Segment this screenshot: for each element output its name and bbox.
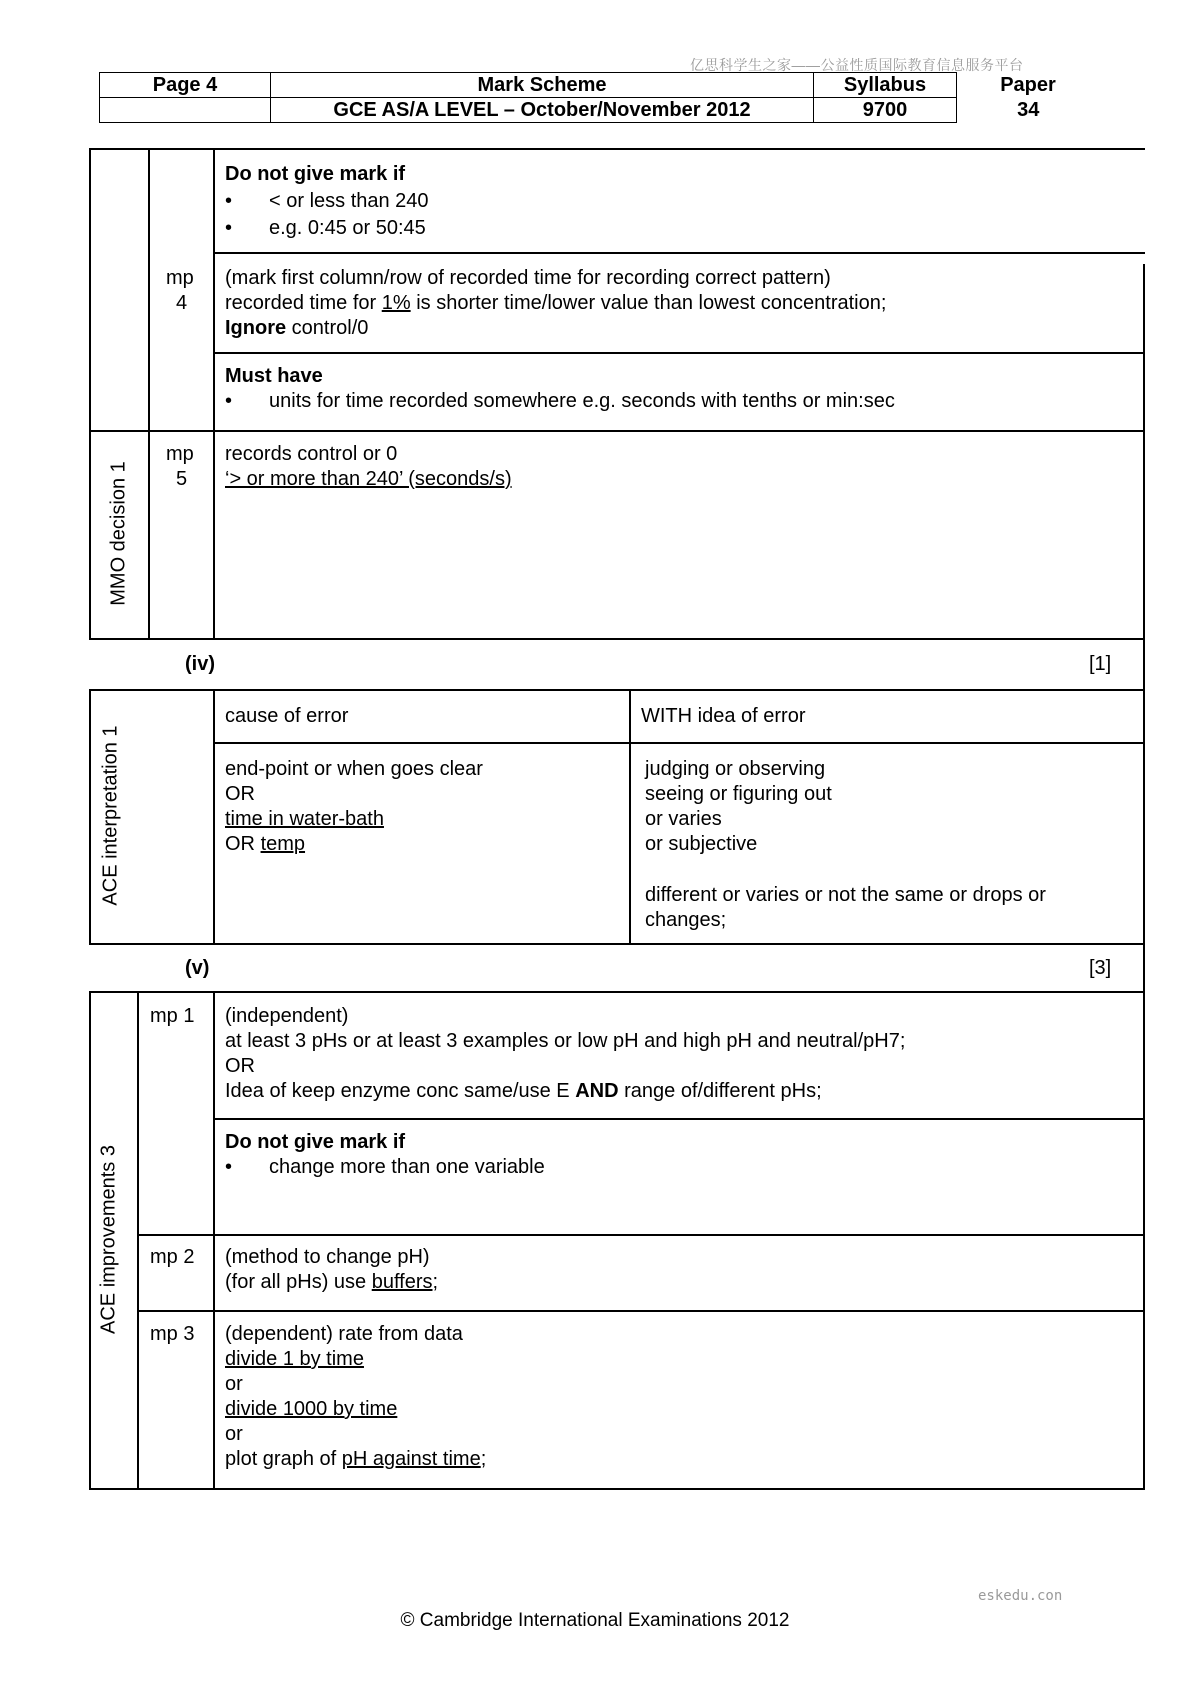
mp5-line2: ‘> or more than 240’ (seconds/s) (225, 468, 512, 490)
col-head-cause: cause of error (225, 705, 349, 727)
dngm-item: • e.g. 0:45 or 50:45 (225, 217, 426, 239)
must-have-item: • units for time recorded somewhere e.g. seconds with tenths or min:sec (225, 390, 895, 412)
must-have-heading: Must have (225, 365, 323, 387)
mp3-line: or (225, 1373, 243, 1395)
cause-line: end-point or when goes clear (225, 758, 483, 780)
side-label-ace-interpretation: ACE interpretation 1 (99, 725, 122, 906)
header-empty-cell (100, 98, 271, 123)
mp2-line1: (method to change pH) (225, 1246, 430, 1268)
mp3-line: divide 1000 by time (225, 1398, 398, 1420)
doc-title: Mark Scheme (271, 73, 814, 98)
mp5-line1: records control or 0 (225, 443, 398, 465)
idea-line: different or varies or not the same or drops or (645, 884, 1046, 906)
mp4-label: mp (166, 267, 194, 289)
mp2-label: mp 2 (150, 1246, 195, 1268)
side-label-ace-improvements: ACE improvements 3 (97, 1145, 120, 1334)
idea-line: or subjective (645, 833, 758, 855)
mp3-line: plot graph of pH against time; (225, 1448, 487, 1470)
mp5-label: mp (166, 443, 194, 465)
mp4-line3: Ignore control/0 (225, 317, 369, 339)
idea-line: seeing or figuring out (645, 783, 832, 805)
dngm-item: • < or less than 240 (225, 190, 429, 212)
part-iv-marks: [1] (1089, 653, 1112, 675)
mp3-line: (dependent) rate from data (225, 1323, 463, 1345)
idea-line: or varies (645, 808, 722, 830)
paper-label: Paper (1000, 74, 1056, 96)
watermark-text: 亿思科学生之家——公益性质国际教育信息服务平台 (690, 57, 1024, 73)
mp1-line: OR (225, 1055, 255, 1077)
doc-subtitle: GCE AS/A LEVEL – October/November 2012 (271, 98, 814, 123)
idea-line: judging or observing (645, 758, 826, 780)
syllabus-label: Syllabus (814, 73, 957, 98)
dngm-heading: Do not give mark if (225, 1131, 406, 1153)
mp3-line: divide 1 by time (225, 1348, 364, 1370)
dngm-item: • change more than one variable (225, 1156, 545, 1178)
mp4-number: 4 (176, 292, 188, 314)
mp3-label: mp 3 (150, 1323, 195, 1345)
mp4-line1: (mark first column/row of recorded time for recording correct pattern) (225, 267, 831, 289)
side-label-mmo: MMO decision 1 (107, 461, 130, 606)
mp1-line: (independent) (225, 1005, 349, 1027)
cause-line: OR temp (225, 833, 306, 855)
part-iv-label: (iv) (185, 653, 215, 675)
paper-value: 34 (1017, 99, 1040, 121)
mp2-line2: (for all pHs) use buffers; (225, 1271, 439, 1293)
part-v-marks: [3] (1089, 957, 1112, 979)
part-v-label: (v) (185, 957, 210, 979)
idea-line: changes; (645, 909, 727, 931)
dngm-heading: Do not give mark if (225, 163, 406, 185)
mp5-number: 5 (176, 468, 188, 490)
syllabus-value: 9700 (814, 98, 957, 123)
mp3-line: or (225, 1423, 243, 1445)
footer-copyright: © Cambridge International Examinations 2012 (400, 1610, 790, 1631)
mp1-label: mp 1 (150, 1005, 195, 1027)
col-head-idea: WITH idea of error (641, 705, 806, 727)
watermark-bottom: eskedu.con (978, 1588, 1063, 1604)
mp4-line2: recorded time for 1% is shorter time/lower value than lowest concentration; (225, 292, 887, 314)
header-table (99, 72, 1100, 123)
page-number: Page 4 (100, 73, 271, 98)
cause-line: time in water-bath (225, 808, 384, 830)
cause-line: OR (225, 783, 255, 805)
mp1-line: at least 3 pHs or at least 3 examples or low pH and high pH and neutral/pH7; (225, 1030, 906, 1052)
mp1-line: Idea of keep enzyme conc same/use E AND range of/different pHs; (225, 1080, 822, 1102)
